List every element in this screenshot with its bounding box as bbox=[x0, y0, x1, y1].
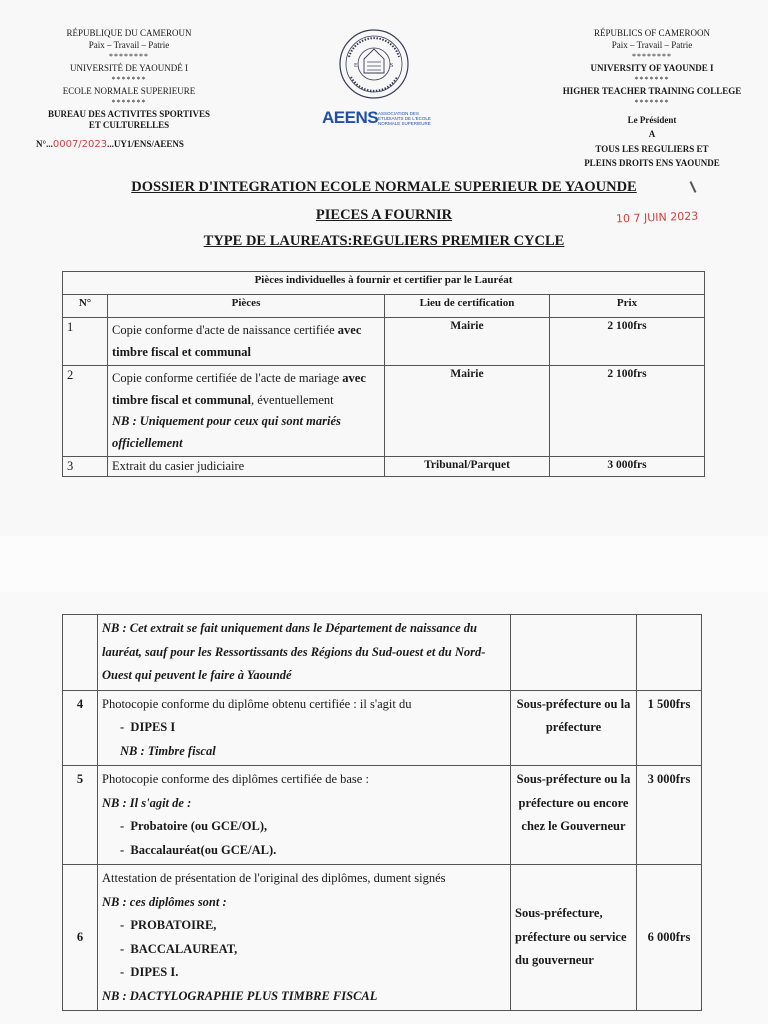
bullet-item: - BACCALAUREAT, bbox=[120, 941, 238, 956]
row-number: 6 bbox=[63, 865, 98, 1011]
piece-text: Copie conforme certifiée de l'acte de mariage bbox=[112, 371, 343, 385]
date-stamp: 10 7 JUIN 2023 bbox=[615, 209, 699, 226]
header-left bbox=[40, 28, 218, 132]
stars-divider: ******* bbox=[111, 75, 147, 84]
row-piece bbox=[108, 366, 385, 457]
president-label: Le Président bbox=[627, 114, 677, 125]
row-price: 3 000frs bbox=[550, 457, 705, 477]
bullet-item: - DIPES I. bbox=[120, 965, 179, 979]
pieces-table-1 bbox=[62, 271, 705, 477]
bullet-text: PROBATOIRE, bbox=[130, 918, 217, 932]
ref-prefix: N°... bbox=[36, 139, 53, 149]
stars-divider: ******* bbox=[634, 75, 670, 84]
piece-nb: NB : DACTYLOGRAPHIE PLUS TIMBRE FISCAL bbox=[102, 988, 378, 1003]
aeens-logo-text: AEENS bbox=[322, 108, 379, 127]
col-header-num: N° bbox=[63, 295, 108, 318]
stars-divider: ******** bbox=[109, 52, 149, 61]
row-price: 3 000frs bbox=[637, 766, 702, 865]
piece-nb: NB : ces diplômes sont : bbox=[102, 894, 227, 909]
row-location: Sous-préfecture, préfecture ou service du gouverneur bbox=[511, 865, 637, 1011]
row-number: 4 bbox=[63, 690, 98, 766]
table-row bbox=[63, 366, 705, 457]
row-piece bbox=[98, 865, 511, 1011]
row-price: 2 100frs bbox=[550, 318, 705, 366]
type-title: TYPE DE LAUREATS:REGULIERS PREMIER CYCLE bbox=[203, 233, 565, 249]
school-fr: ECOLE NORMALE SUPERIEURE bbox=[62, 85, 196, 96]
motto-fr: Paix – Travail – Patrie bbox=[88, 39, 170, 50]
row-number bbox=[63, 615, 98, 691]
row-location: Sous-préfecture ou la préfecture bbox=[511, 690, 637, 766]
row-number: 2 bbox=[63, 366, 108, 457]
recipients-line-1: TOUS LES REGULIERS ET bbox=[595, 143, 709, 154]
table-caption: Pièces individuelles à fournir et certifier par le Lauréat bbox=[63, 272, 705, 295]
piece-text: Copie conforme d'acte de naissance certifiée bbox=[112, 323, 338, 337]
stars-divider: ******** bbox=[632, 52, 672, 61]
row-piece bbox=[98, 690, 511, 766]
document-page-2 bbox=[0, 592, 768, 1024]
row-location bbox=[511, 615, 637, 691]
bullet-text: Probatoire (ou GCE/OL), bbox=[130, 819, 268, 833]
row-piece bbox=[108, 318, 385, 366]
pieces-title: PIECES A FOURNIR bbox=[315, 207, 453, 223]
table-row bbox=[63, 318, 705, 366]
row-location: Mairie bbox=[385, 366, 550, 457]
row-piece bbox=[98, 766, 511, 865]
piece-text: Photocopie conforme des diplômes certifiée de base : bbox=[102, 772, 369, 786]
motto-en: Paix – Travail – Patrie bbox=[611, 39, 693, 50]
piece-text-bold: avec timbre fiscal et communal bbox=[112, 371, 366, 407]
country-fr: RÉPUBLIQUE DU CAMEROUN bbox=[66, 28, 192, 38]
piece-nb: NB : Timbre fiscal bbox=[120, 743, 216, 758]
piece-nb: NB : Il s'agit de : bbox=[102, 795, 192, 810]
page-gap bbox=[0, 536, 768, 592]
row-number: 1 bbox=[63, 318, 108, 366]
country-en: RÉPUBLICS OF CAMEROON bbox=[593, 28, 711, 38]
recipients-line-2: PLEINS DROITS ENS YAOUNDE bbox=[584, 158, 720, 168]
table-row bbox=[63, 690, 702, 766]
bullet-text: Baccalauréat(ou GCE/AL). bbox=[130, 842, 277, 857]
table-row bbox=[63, 766, 702, 865]
pieces-table-2 bbox=[62, 614, 702, 1011]
row-number: 5 bbox=[63, 766, 98, 865]
bureau-line-2: ET CULTURELLES bbox=[88, 120, 170, 130]
row-price: 6 000frs bbox=[637, 865, 702, 1011]
row-price bbox=[637, 615, 702, 691]
bullet-text: DIPES I. bbox=[130, 965, 179, 979]
aeens-logo-tagline: ASSOCIATION DES ETUDIANTS DE L'ECOLE NORMALE SUPERIEURE bbox=[378, 111, 431, 126]
piece-text: , éventuellement bbox=[250, 392, 334, 407]
row-location: Mairie bbox=[385, 318, 550, 366]
piece-text: Photocopie conforme du diplôme obtenu certifiée : il s'agit du bbox=[102, 696, 412, 711]
piece-nb: NB : Uniquement pour ceux qui sont mariés officiellement bbox=[112, 414, 341, 450]
university-en: UNIVERSITY OF YAOUNDE I bbox=[590, 62, 714, 73]
bullet-item: - Baccalauréat(ou GCE/AL). bbox=[120, 842, 277, 857]
bullet-item: - DIPES I bbox=[120, 720, 176, 734]
table-caption-row bbox=[63, 272, 705, 295]
bullet-item: - PROBATOIRE, bbox=[120, 918, 217, 932]
table-row bbox=[63, 615, 702, 691]
piece-text-bold: avec timbre fiscal et communal bbox=[112, 323, 362, 359]
stars-divider: ******* bbox=[634, 98, 670, 107]
bureau-line-1: BUREAU DES ACTIVITES SPORTIVES bbox=[48, 108, 210, 119]
row-price: 1 500frs bbox=[637, 690, 702, 766]
table-row bbox=[63, 865, 702, 1011]
bullet-text: BACCALAUREAT, bbox=[130, 941, 238, 956]
bullet-text: DIPES I bbox=[130, 720, 176, 734]
col-header-price: Prix bbox=[550, 295, 705, 318]
ref-handwritten: 0007/2023 bbox=[52, 139, 108, 150]
school-en: HIGHER TEACHER TRAINING COLLEGE bbox=[562, 85, 742, 96]
university-fr: UNIVERSITÉ DE YAOUNDÉ I bbox=[70, 62, 188, 73]
row-location: Sous-préfecture ou la préfecture ou encore chez le Gouverneur bbox=[511, 766, 637, 865]
main-title: DOSSIER D'INTEGRATION ECOLE NORMALE SUPERIEUR DE YAOUNDE bbox=[131, 179, 637, 195]
col-header-location: Lieu de certification bbox=[385, 295, 550, 318]
row-location: Tribunal/Parquet bbox=[385, 457, 550, 477]
to-label: A bbox=[648, 129, 656, 139]
stars-divider: ******* bbox=[111, 98, 147, 107]
aeens-logo bbox=[322, 108, 434, 132]
ens-seal-icon bbox=[337, 27, 411, 101]
piece-nb: NB : Cet extrait se fait uniquement dans le Département de naissance du lauréat, sauf pour les Ressortissants des Régions du Sud-ouest et du Nord-Ouest qui peuvent le faire à Yaoundé bbox=[102, 621, 486, 682]
row-price: 2 100frs bbox=[550, 366, 705, 457]
row-piece bbox=[98, 615, 511, 691]
svg-text:E: E bbox=[354, 63, 358, 69]
ref-suffix: ...UY1/ENS/AEENS bbox=[107, 139, 184, 149]
col-header-pieces: Pièces bbox=[108, 295, 385, 318]
piece-text: Attestation de présentation de l'original des diplômes, dument signés bbox=[102, 871, 446, 885]
header-right bbox=[556, 28, 748, 170]
table-row bbox=[63, 457, 705, 477]
row-piece: Extrait du casier judiciaire bbox=[108, 457, 385, 477]
row-number: 3 bbox=[63, 457, 108, 477]
table-header-row bbox=[63, 295, 705, 318]
bullet-item: - Probatoire (ou GCE/OL), bbox=[120, 819, 268, 833]
reference-number bbox=[36, 139, 184, 150]
svg-text:S: S bbox=[390, 63, 394, 69]
